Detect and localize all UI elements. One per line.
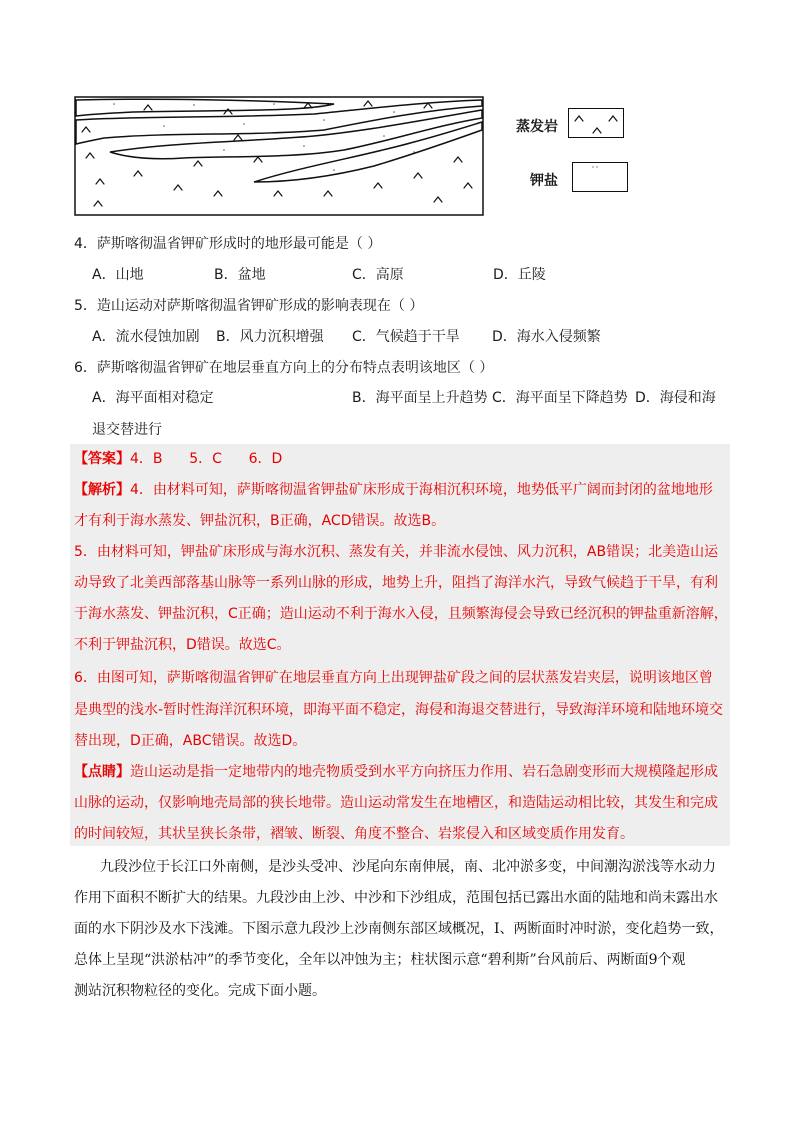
tip-text: 造山运动是指一定地带内的地壳物质受到水平方向挤压力作用、岩石急剧变形而大规模隆起形成 (130, 764, 718, 780)
passage-line-2: 作用下面积不断扩大的结果。九段沙由上沙、中沙和下沙组成，范围包括已露出水面的陆地和尚未露出水 (74, 890, 718, 906)
option-b[interactable]: B．海平面呈上升趋势 (352, 390, 488, 406)
option-b[interactable]: B．风力沉积增强 (216, 329, 324, 345)
answer-text: 4．B 5．C 6．D (130, 451, 283, 467)
passage-line-1: 九段沙位于长江口外南侧，是沙头受冲、沙尾向东南伸展，南、北冲淤多变，中间潮沟淤浅等水动力 (100, 859, 716, 875)
legend-potash-swatch (572, 162, 628, 192)
tip-line-3: 的时间较短，其状呈狭长条带，褶皱、断裂、角度不整合、岩浆侵入和区域变质作用发育。 (74, 826, 634, 842)
tip-line-1 (74, 762, 718, 782)
passage-line-4: 总体上呈现“洪淤枯冲”的季节变化，全年以冲蚀为主；柱状图示意“碧利斯”台风前后、两断面9个观 (74, 952, 686, 968)
option-a[interactable]: A．海平面相对稳定 (92, 390, 214, 406)
option-c[interactable]: C．高原 (352, 267, 404, 283)
question-4-stem: 4．萨斯喀彻温省钾矿形成时的地形最可能是（ ） (74, 236, 382, 252)
analysis-text: 4．由材料可知，萨斯喀彻温省钾盐矿床形成于海相沉积环境，地势低平广阔而封闭的盆地地形 (130, 482, 713, 498)
tip-line-2: 山脉的运动，仅影响地壳局部的狭长地带。造山运动常发生在地槽区，和造陆运动相比较，其发生和完成 (74, 795, 718, 811)
option-d[interactable]: D．丘陵 (493, 267, 546, 283)
question-5-stem: 5．造山运动对萨斯喀彻温省钾矿形成的影响表现在（ ） (74, 298, 424, 314)
option-b[interactable]: B．盆地 (214, 267, 266, 283)
analysis-line-3: 5．由材料可知，钾盐矿床形成与海水沉积、蒸发有关，并非流水侵蚀、风力沉积，AB错误；北美造山运 (74, 544, 719, 560)
legend-evaporite-label: 蒸发岩 (516, 119, 558, 135)
tip-tag: 【点睛】 (74, 764, 130, 780)
option-a[interactable]: A．流水侵蚀加剧 (92, 329, 200, 345)
option-a[interactable]: A．山地 (92, 267, 144, 283)
option-c[interactable]: C．海平面呈下降趋势 (492, 390, 628, 406)
question-6-stem: 6．萨斯喀彻温省钾矿在地层垂直方向上的分布特点表明该地区（ ） (74, 360, 494, 376)
answer-line (74, 449, 282, 469)
analysis-line-1 (74, 480, 713, 500)
analysis-line-6: 不利于钾盐沉积，D错误。故选C。 (74, 637, 291, 653)
option-d[interactable]: D．海侵和海 (635, 390, 716, 406)
passage-line-5: 测站沉积物粒径的变化。完成下面小题。 (74, 983, 326, 999)
question-6-option-continuation: 退交替进行 (92, 422, 162, 438)
passage-line-3: 面的水下阴沙及水下浅滩。下图示意九段沙上沙南侧东部区域概况，Ⅰ、两断面时冲时淤，变化趋势一致， (74, 921, 724, 937)
answer-tag: 【答案】 (74, 451, 130, 467)
option-d[interactable]: D．海水入侵频繁 (492, 329, 601, 345)
analysis-line-8: 是典型的浅水-暂时性海洋沉积环境，即海平面不稳定，海侵和海退交替进行，导致海洋环境和陆地环境交 (74, 702, 724, 718)
legend-evaporite-swatch (568, 108, 624, 138)
legend-potash-label: 钾盐 (530, 173, 558, 189)
strata-cross-section-figure (74, 96, 484, 216)
analysis-line-7: 6．由图可知，萨斯喀彻温省钾矿在地层垂直方向上出现钾盐矿段之间的层状蒸发岩夹层，说明该地区曾 (74, 670, 713, 686)
option-c[interactable]: C．气候趋于干旱 (352, 329, 460, 345)
analysis-line-4: 动导致了北美西部落基山脉等一系列山脉的形成，地势上升，阻挡了海洋水汽，导致气候趋于干旱，有利 (74, 575, 718, 591)
analysis-line-2: 才有利于海水蒸发、钾盐沉积，B正确，ACD错误。故选B。 (74, 513, 446, 529)
analysis-line-9: 替出现，D正确，ABC错误。故选D。 (74, 733, 307, 749)
analysis-tag: 【解析】 (74, 482, 130, 498)
analysis-line-5: 于海水蒸发、钾盐沉积，C正确；造山运动不利于海水入侵，且频繁海侵会导致已经沉积的钾盐重新溶解， (74, 606, 728, 622)
